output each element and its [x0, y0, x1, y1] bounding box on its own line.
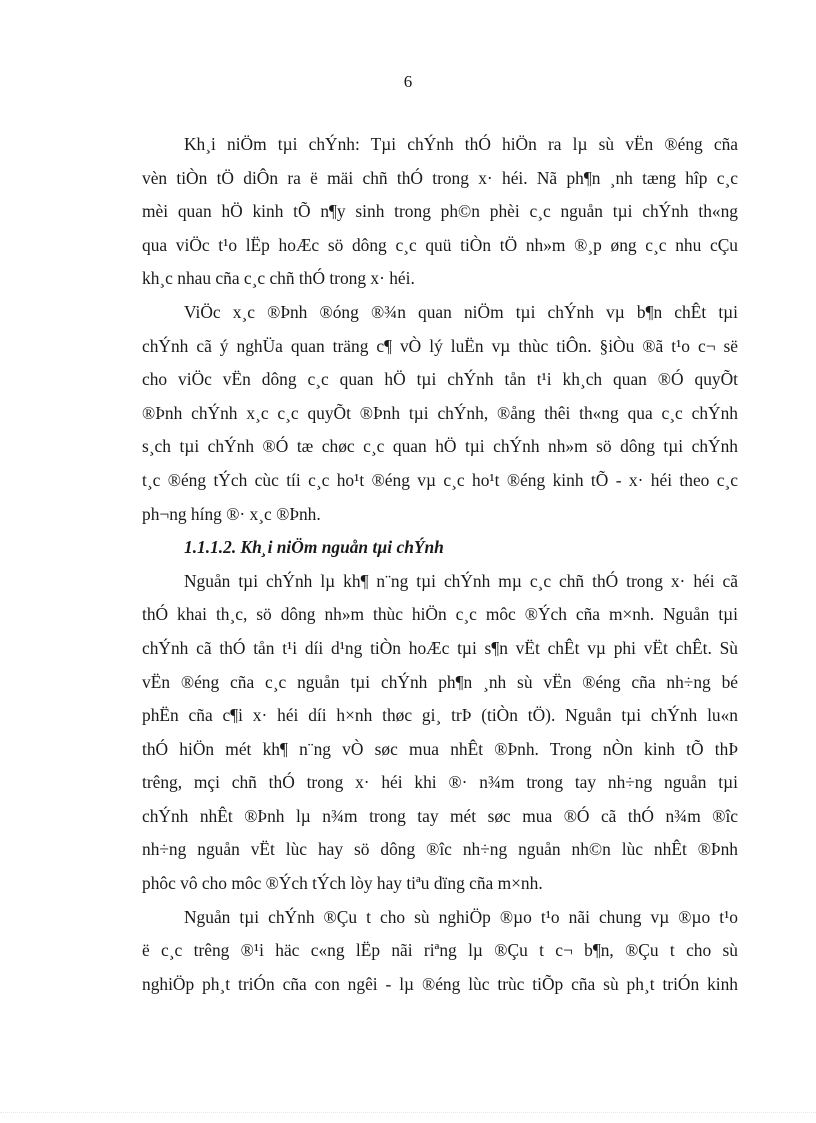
paragraph-line: Nguån tµi chÝnh lµ kh¶ n¨ng tµi chÝnh mµ c¸c chñ thÓ trong x· héi cã: [184, 570, 738, 591]
paragraph-line: vËn ®éng cña c¸c nguån tµi chÝnh ph¶n ¸nh sù vËn ®éng cña nh÷ng bé: [142, 671, 738, 692]
paragraph-line: chÝnh cã ý nghÜa quan träng c¶ vÒ lý luËn vµ thùc tiÔn. §iÒu ®ã t¹o c¬ së: [142, 335, 738, 356]
paragraph-line: trêng, mçi chñ thÓ trong x· héi khi ®· n¾m trong tay nh÷ng nguån tµi: [142, 772, 738, 793]
paragraph-line: qua viÖc t¹o lËp hoÆc sö dông c¸c quü tiÒn tÖ nh»m ®¸p øng c¸c nhu cÇu: [142, 234, 738, 255]
paragraph-line: mèi quan hÖ kinh tÕ n¶y sinh trong ph©n phèi c¸c nguån tµi chÝnh th«ng: [142, 201, 738, 222]
page-number: 6: [403, 72, 413, 91]
paragraph-line: thÓ khai th¸c, sö dông nh»m thùc hiÖn c¸c môc ®Ých cña m×nh. Nguån tµi: [142, 604, 738, 625]
paragraph-line: Kh¸i niÖm tµi chÝnh: Tµi chÝnh thÓ hiÖn ra lµ sù vËn ®éng cña: [184, 134, 738, 154]
paragraph-line: ®Þnh chÝnh x¸c c¸c quyÕt ®Þnh tµi chÝnh, ®ång thêi th«ng qua c¸c chÝnh: [142, 402, 738, 423]
paragraph-line: ph¬ng híng ®· x¸c ®Þnh.: [142, 503, 321, 524]
paragraph-line: Nguån tµi chÝnh ®Çu t cho sù nghiÖp ®µo t¹o nãi chung vµ ®µo t¹o: [184, 906, 738, 927]
paragraph-line: ë c¸c trêng ®¹i häc c«ng lËp nãi riªng lµ ®Çu t c¬ b¶n, ®Çu t cho sù: [142, 940, 738, 961]
paragraph-line: s¸ch tµi chÝnh ®Ó tæ chøc c¸c quan hÖ tµi chÝnh nh»m sö dông tµi chÝnh: [142, 436, 738, 457]
paragraph-line: vèn tiÒn tÖ diÔn ra ë mäi chñ thÓ trong x· héi. Nã ph¶n ¸nh tæng hîp c¸c: [142, 167, 738, 188]
page-bottom-rule: [0, 1112, 816, 1113]
paragraph-line: thÓ hiÖn mét kh¶ n¨ng vÒ søc mua nhÊt ®Þnh. Trong nÒn kinh tÕ thÞ: [142, 738, 738, 759]
paragraph-line: phËn cña c¶i x· héi díi h×nh thøc gi¸ trÞ (tiÒn tÖ). Nguån tµi chÝnh lu«n: [142, 705, 738, 726]
paragraph-line: phôc vô cho môc ®Ých tÝch lòy hay tiªu dïng cña m×nh.: [142, 873, 543, 894]
paragraph-line: nghiÖp ph¸t triÓn cña con ngêi - lµ ®éng lùc trùc tiÕp cña sù ph¸t triÓn kinh: [142, 973, 738, 994]
paragraph-line: chÝnh cã thÓ tån t¹i díi d¹ng tiÒn hoÆc tµi s¶n vËt chÊt vµ phi vËt chÊt. Sù: [142, 637, 738, 658]
section-heading: 1.1.1.2. Kh¸i niÖm nguån tµi chÝnh: [184, 537, 444, 558]
paragraph-line: t¸c ®éng tÝch cùc tíi c¸c ho¹t ®éng vµ c¸c ho¹t ®éng kinh tÕ - x· héi theo c¸c: [142, 469, 738, 490]
paragraph-line: ViÖc x¸c ®Þnh ®óng ®¾n quan niÖm tµi chÝnh vµ b¶n chÊt tµi: [184, 301, 738, 322]
paragraph-line: cho viÖc vËn dông c¸c quan hÖ tµi chÝnh tån t¹i kh¸ch quan ®Ó quyÕt: [142, 369, 738, 390]
paragraph-line: nh÷ng nguån vËt lùc hay sö dông ®îc nh÷ng nguån nh©n lùc nhÊt ®Þnh: [142, 839, 738, 860]
body-text: [142, 128, 738, 1001]
paragraph-line: kh¸c nhau cña c¸c chñ thÓ trong x· héi.: [142, 268, 415, 289]
paragraph-line: chÝnh nhÊt ®Þnh lµ n¾m trong tay mét søc mua ®Ó cã thÓ n¾m ®îc: [142, 805, 738, 826]
